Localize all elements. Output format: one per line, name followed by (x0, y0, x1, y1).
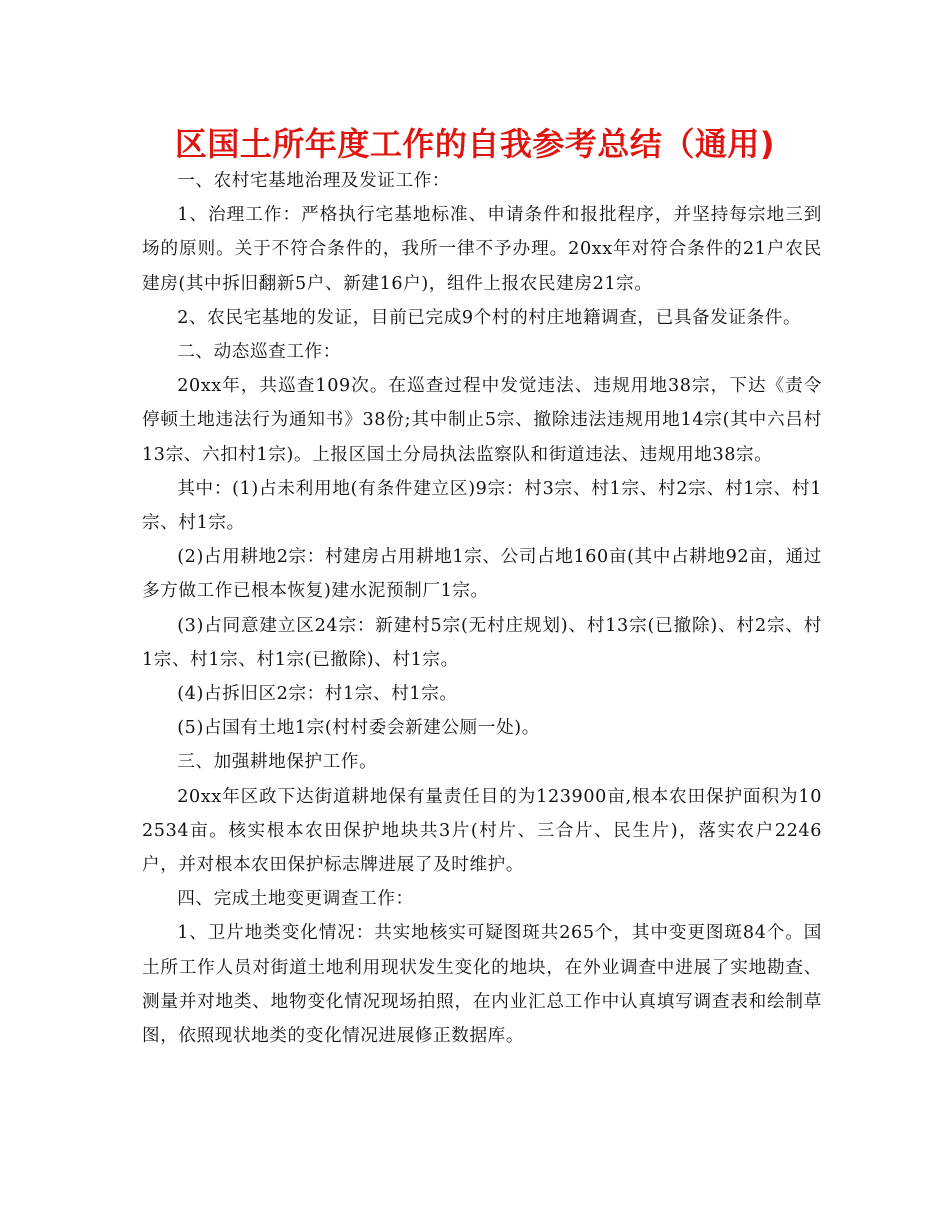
paragraph-satellite-changes: 1、卫片地类变化情况：共实地核实可疑图斑共265个，其中变更图斑84个。国土所工作人员对街道土地利用现状发生变化的地块，在外业调查中进展了实地勘查、测量并对地类、地物变化情况现场拍照，在内业汇总工作中认真填写调查表和绘制草图，依照现状地类的变化情况进展修正数据库。 (142, 923, 822, 1047)
section-heading-farmland: 三、加强耕地保护工作。 (177, 752, 378, 773)
paragraph-item-1: 其中：(1)占未利用地(有条件建立区)9宗：村3宗、村1宗、村2宗、村1宗、村1宗、村1宗。 (142, 478, 822, 534)
paragraph-item-5: (5)占国有土地1宗(村村委会新建公厕一处)。 (177, 718, 540, 739)
section-heading-inspection: 二、动态巡查工作： (177, 342, 341, 363)
section-heading-land-survey: 四、完成土地变更调查工作： (177, 889, 414, 910)
paragraph-item-2: (2)占用耕地2宗：村建房占用耕地1宗、公司占地160亩(其中占耕地92亩，通过多方做工作已根本恢复)建水泥预制厂1宗。 (142, 547, 822, 602)
paragraph-management-work: 1、治理工作：严格执行宅基地标准、申请条件和报批程序，并坚持每宗地三到场的原则。关于不符合条件的，我所一律不予办理。20xx年对符合条件的21户农民建房(其中拆旧翻新5户、新建16户)，组件上报农民建房21宗。 (142, 205, 822, 294)
document-title: 区国土所年度工作的自我参考总结（通用) (174, 125, 776, 163)
paragraph-item-3: (3)占同意建立区24宗：新建村5宗(无村庄规划)、村13宗(已撤除)、村2宗、村1宗、村1宗、村1宗(已撤除)、村1宗。 (142, 615, 822, 670)
paragraph-inspection-summary: 20xx年，共巡查109次。在巡查过程中发觉违法、违规用地38宗，下达《责令停顿土地违法行为通知书》38份;其中制止5宗、撤除违法违规用地14宗(其中六吕村13宗、六扣村1宗)。上报区国土分局执法监察队和街道违法、违规用地38宗。 (142, 376, 822, 465)
section-heading-homestead: 一、农村宅基地治理及发证工作： (177, 171, 451, 191)
document-body (142, 164, 822, 1053)
paragraph-item-4: (4)占拆旧区2宗：村1宗、村1宗。 (177, 684, 458, 705)
paragraph-farmland-protection: 20xx年区政下达街道耕地保有量责任目的为123900亩,根本农田保护面积为102534亩。核实根本农田保护地块共3片(村片、三合片、民生片)，落实农户2246户，并对根本农田保护标志牌进展了及时维护。 (142, 786, 822, 876)
paragraph-certification: 2、农民宅基地的发证，目前已完成9个村的村庄地籍调查，已具备发证条件。 (177, 307, 802, 328)
